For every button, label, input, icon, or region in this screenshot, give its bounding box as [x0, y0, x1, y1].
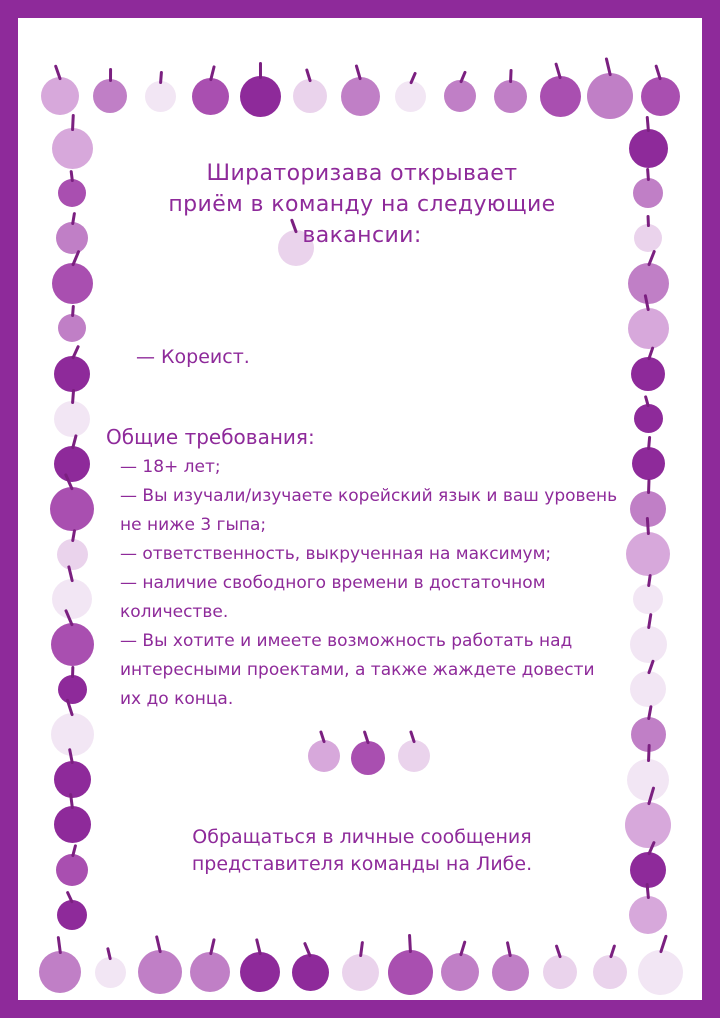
- plum-stem-icon: [654, 64, 662, 80]
- plum-icon: [388, 950, 433, 995]
- list-item: — ответственность, выкрученная на максимум;: [120, 544, 552, 564]
- plum-stem-icon: [505, 941, 511, 957]
- plum-stem-icon: [362, 730, 369, 744]
- plum-stem-icon: [106, 946, 112, 959]
- plum-stem-icon: [646, 215, 650, 227]
- plum-stem-icon: [459, 70, 467, 83]
- plum-stem-icon: [304, 68, 311, 82]
- plum-stem-icon: [209, 938, 216, 955]
- plum-icon: [441, 953, 479, 991]
- plum-icon: [444, 80, 476, 112]
- plum-stem-icon: [209, 65, 216, 81]
- plum-icon: [52, 128, 93, 169]
- plum-stem-icon: [647, 744, 651, 762]
- plum-icon: [95, 957, 126, 988]
- plum-icon: [293, 79, 327, 113]
- footer-contact: [106, 824, 618, 878]
- plum-icon: [633, 178, 663, 208]
- plum-icon: [292, 954, 329, 991]
- plum-icon: [628, 308, 669, 349]
- plum-stem-icon: [509, 68, 513, 82]
- plum-stem-icon: [71, 113, 75, 130]
- plum-icon: [342, 954, 379, 991]
- plum-icon: [543, 955, 577, 989]
- plum-icon: [632, 447, 665, 480]
- plum-stem-icon: [71, 212, 76, 225]
- plum-stem-icon: [659, 934, 668, 953]
- plum-icon: [39, 951, 81, 993]
- plum-stem-icon: [554, 62, 562, 79]
- plum-stem-icon: [65, 891, 73, 904]
- plum-stem-icon: [609, 944, 616, 958]
- plum-stem-icon: [647, 574, 652, 587]
- requirements-list: [106, 453, 618, 714]
- plum-icon: [57, 900, 87, 930]
- plum-icon: [492, 954, 529, 991]
- plum-stem-icon: [354, 64, 361, 80]
- plum-icon: [626, 532, 670, 576]
- plum-stem-icon: [643, 395, 649, 407]
- title-line-2: приём в команду на следующие вакансии:: [168, 192, 556, 248]
- plum-stem-icon: [459, 940, 467, 956]
- plum-stem-icon: [71, 389, 75, 404]
- plum-stem-icon: [258, 61, 261, 78]
- plum-stem-icon: [109, 68, 112, 82]
- plum-icon: [56, 222, 88, 254]
- plum-icon: [638, 950, 683, 995]
- plum-stem-icon: [254, 938, 261, 955]
- plum-icon: [587, 73, 633, 119]
- plum-stem-icon: [359, 940, 364, 956]
- list-item: — Вы изучали/изучаете корейский язык и ваш уровень не ниже 3 гыпа;: [120, 486, 618, 535]
- plum-icon: [627, 759, 669, 801]
- plum-icon: [240, 76, 281, 117]
- plum-stem-icon: [302, 941, 311, 957]
- plum-icon: [625, 802, 671, 848]
- plum-stem-icon: [409, 730, 416, 743]
- plum-icon: [629, 129, 668, 168]
- plum-icon: [54, 401, 90, 437]
- plum-icon: [138, 950, 182, 994]
- plum-icon: [56, 854, 88, 886]
- plum-icon: [93, 79, 127, 113]
- plum-stem-icon: [645, 115, 649, 131]
- plum-stem-icon: [71, 844, 77, 857]
- plum-icon: [57, 539, 88, 570]
- poster-card: [18, 18, 702, 1000]
- plum-icon: [54, 761, 91, 798]
- plum-icon: [629, 896, 667, 934]
- plum-stem-icon: [647, 613, 652, 629]
- plum-icon: [351, 741, 385, 775]
- plum-stem-icon: [69, 170, 73, 182]
- list-item: — Кореист.: [136, 346, 250, 368]
- plum-icon: [633, 584, 663, 614]
- plum-icon: [634, 224, 662, 252]
- plum-stem-icon: [71, 666, 74, 678]
- plum-icon: [58, 314, 86, 342]
- footer-line-1: Обращаться в личные сообщения: [192, 826, 532, 848]
- plum-icon: [54, 806, 91, 843]
- plum-icon: [51, 713, 94, 756]
- page-title: [106, 158, 618, 251]
- plum-stem-icon: [409, 71, 417, 84]
- footer-line-2: представителя команды на Либе.: [191, 853, 533, 875]
- plum-stem-icon: [604, 57, 611, 76]
- list-item: — 18+ лет;: [120, 457, 221, 477]
- plum-icon: [634, 404, 663, 433]
- plum-stem-icon: [154, 935, 161, 953]
- plum-icon: [641, 77, 680, 116]
- plum-stem-icon: [71, 305, 75, 317]
- plum-icon: [540, 76, 581, 117]
- poster-content: [106, 158, 618, 714]
- plum-icon: [631, 357, 665, 391]
- list-item: — Вы хотите и имеете возможность работать над интересными проектами, а также жаждете довести их до конца.: [120, 631, 595, 709]
- plum-icon: [52, 263, 93, 304]
- plum-stem-icon: [647, 705, 653, 720]
- plum-icon: [398, 740, 430, 772]
- plum-icon: [145, 81, 176, 112]
- plum-stem-icon: [554, 944, 561, 958]
- plum-stem-icon: [319, 730, 326, 743]
- plum-icon: [341, 77, 380, 116]
- plum-icon: [494, 80, 527, 113]
- plum-stem-icon: [71, 344, 80, 359]
- plum-icon: [593, 955, 627, 989]
- plum-icon: [240, 952, 280, 992]
- plum-icon: [51, 623, 94, 666]
- plum-stem-icon: [646, 168, 650, 181]
- plum-stem-icon: [647, 479, 651, 494]
- requirements-heading: Общие требования:: [106, 425, 315, 449]
- plum-stem-icon: [645, 517, 649, 535]
- plum-icon: [58, 675, 87, 704]
- plum-icon: [630, 626, 667, 663]
- requirements-section: [106, 423, 618, 714]
- plum-stem-icon: [407, 933, 411, 952]
- vacancy-list: [106, 343, 618, 371]
- plum-icon: [628, 263, 669, 304]
- plum-stem-icon: [56, 936, 61, 954]
- plum-icon: [308, 740, 340, 772]
- plum-icon: [52, 579, 92, 619]
- title-line-1: Шираторизава открывает: [206, 161, 518, 186]
- list-item: — наличие свободного времени в достаточном количестве.: [120, 573, 546, 622]
- plum-icon: [192, 78, 229, 115]
- plum-icon: [41, 77, 79, 115]
- plum-stem-icon: [53, 64, 61, 80]
- plum-icon: [630, 671, 666, 707]
- plum-stem-icon: [159, 70, 163, 83]
- plum-stem-icon: [647, 436, 651, 450]
- plum-icon: [54, 446, 90, 482]
- plum-icon: [54, 356, 90, 392]
- plum-icon: [190, 952, 230, 992]
- plum-icon: [58, 179, 86, 207]
- plum-icon: [50, 487, 94, 531]
- plum-divider-decoration: [308, 730, 458, 780]
- plum-icon: [395, 81, 426, 112]
